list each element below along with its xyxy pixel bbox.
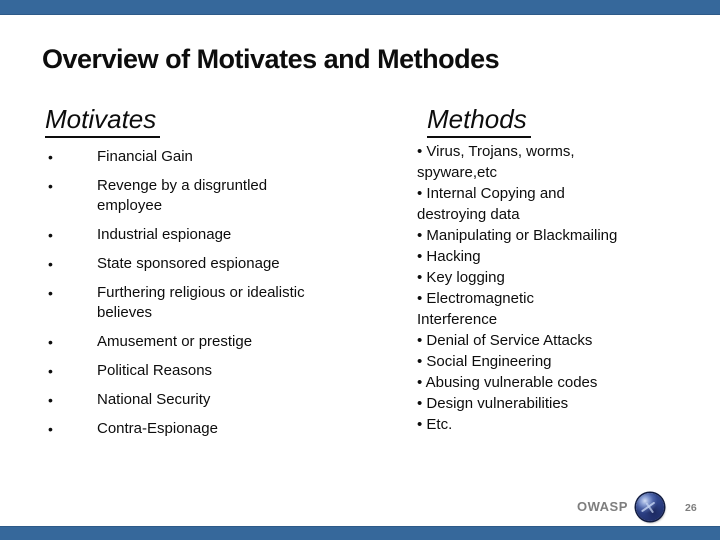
- bullet-glyph: •: [48, 227, 53, 243]
- methods-line: • Denial of Service Attacks: [417, 332, 593, 349]
- methods-line: • Manipulating or Blackmailing: [417, 227, 618, 244]
- methods-list: [417, 141, 712, 435]
- bullet-item-text: [97, 419, 390, 439]
- methods-line: • Design vulnerabilities: [417, 395, 569, 412]
- item-line: State sponsored espionage: [97, 255, 280, 272]
- methods-line: Interference: [417, 311, 498, 328]
- methods-line: • Electromagnetic: [417, 290, 534, 307]
- methods-line: • Internal Copying and: [417, 185, 565, 202]
- motivates-heading: [45, 104, 160, 138]
- bullet-item: [45, 390, 390, 410]
- bullet-item: [45, 254, 390, 274]
- owasp-brand-label: OWASP: [577, 499, 628, 514]
- bullet-item: [45, 147, 390, 167]
- top-accent-bar: [0, 0, 720, 15]
- bullet-glyph: •: [48, 256, 53, 272]
- methods-line: • Abusing vulnerable codes: [417, 374, 598, 391]
- bullet-item-text: [97, 361, 390, 381]
- bullet-item: [45, 361, 390, 381]
- bullet-item: [45, 225, 390, 245]
- owasp-globe-icon: [636, 493, 664, 521]
- methods-line: • Etc.: [417, 416, 453, 433]
- motivates-heading-text: Motivates: [45, 104, 160, 138]
- bullet-glyph: •: [48, 178, 53, 194]
- methods-line: • Virus, Trojans, worms,: [417, 143, 575, 160]
- bullet-glyph: •: [48, 285, 53, 301]
- item-line: Political Reasons: [97, 362, 213, 379]
- motivates-list: [45, 147, 390, 448]
- bullet-glyph: •: [48, 363, 53, 379]
- methods-line: • Hacking: [417, 248, 481, 265]
- methods-heading: [427, 104, 531, 138]
- bullet-glyph: •: [48, 392, 53, 408]
- bottom-accent-bar: [0, 526, 720, 540]
- page-number: 26: [685, 502, 697, 514]
- item-line: employee: [97, 197, 163, 214]
- bullet-item: [45, 283, 390, 323]
- item-line: National Security: [97, 391, 211, 408]
- methods-line: spyware,etc: [417, 164, 498, 181]
- bullet-item-text: [97, 254, 390, 274]
- bullet-item: [45, 176, 390, 216]
- bullet-glyph: •: [48, 149, 53, 165]
- methods-line: destroying data: [417, 206, 520, 223]
- bullet-item: [45, 332, 390, 352]
- item-line: Financial Gain: [97, 148, 193, 165]
- item-line: Furthering religious or idealistic: [97, 284, 305, 301]
- methods-line: • Social Engineering: [417, 353, 552, 370]
- bullet-item-text: [97, 390, 390, 410]
- slide-title: Overview of Motivates and Methodes: [42, 44, 500, 74]
- bullet-item-text: [97, 225, 390, 245]
- item-line: Contra-Espionage: [97, 420, 218, 437]
- bullet-item-text: [97, 147, 390, 167]
- bullet-item: [45, 419, 390, 439]
- methods-heading-text: Methods: [427, 104, 531, 138]
- bullet-glyph: •: [48, 421, 53, 437]
- item-line: Amusement or prestige: [97, 333, 253, 350]
- item-line: Industrial espionage: [97, 226, 232, 243]
- bullet-glyph: •: [48, 334, 53, 350]
- item-line: Revenge by a disgruntled: [97, 177, 268, 194]
- bullet-item-text: [97, 176, 390, 216]
- bullet-item-text: [97, 332, 390, 352]
- item-line: believes: [97, 304, 153, 321]
- methods-line: • Key logging: [417, 269, 505, 286]
- bullet-item-text: [97, 283, 390, 323]
